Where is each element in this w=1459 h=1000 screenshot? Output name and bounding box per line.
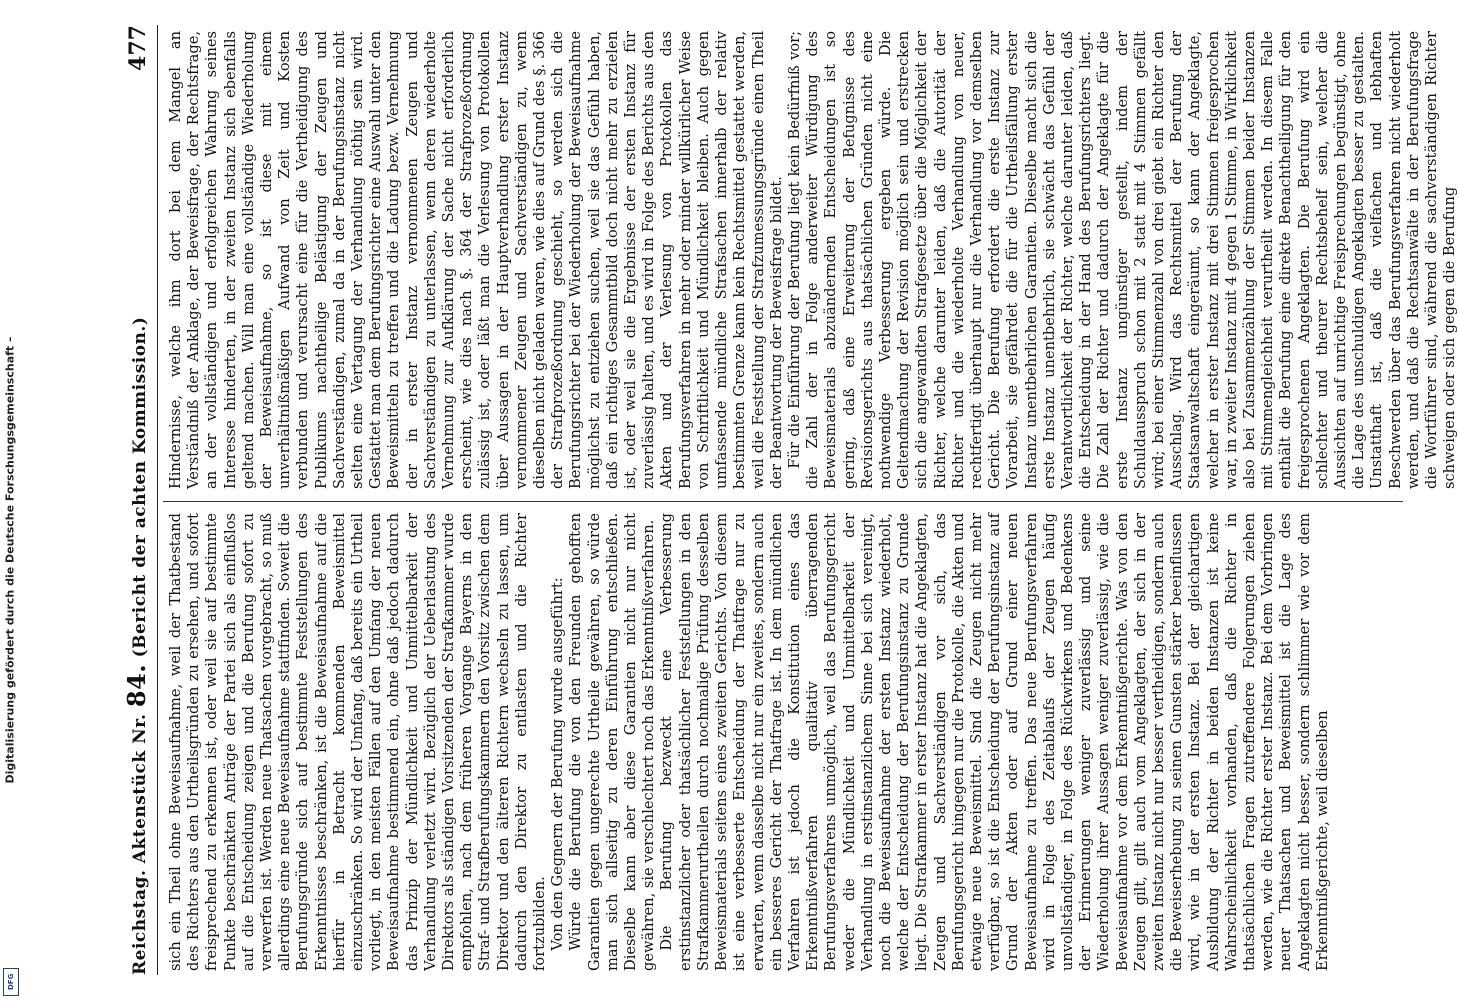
column-divider [163,501,1403,502]
paragraph: Würde die Berufung die von den Freunden gehofften Garantien gegen ungerechte Urtheile gewähren, so würde man sich allseitig zu deren Einführung entschließen. Dieselbe kann aber diese Garantien nicht nur nicht gewähren, sie verschlechtert noch das Erkenntnißverfahren. [567,513,658,971]
head-suffix: (Bericht der achten Kommission.) [130,316,150,664]
running-head-title [122,317,151,975]
paragraph: Für die Einführung der Berufung liegt kein Bedürfniß vor; die Zahl der in Folge anderweiter Würdigung des Beweismaterials abzuändernden Entscheidungen ist so gering, daß eine Erweiterung der Befugnisse des Revisionsgerichts aus thatsächlichen Gründen nicht eine nothwendige Verbesserung ergeben würde. Die Geltendmachung der Revision möglich sein und erstrecken sich die angewandten Strafgesetze über die Möglichkeit der Richter, welche darunter leiden, daß die Autorität der Richter und die wiederholte Verhandlung von neuer, rechtfertigt überhaupt nur die Verhandlung vor demselben Gericht. Die Berufung erfordert die erste Instanz zur Vorarbeit, sie gefährdet die für die Urtheilsfällung erster Instanz unentbehrlichen Garantien. Dieselbe macht sich die erste Instanz unentbehrlich, sie schwächt das Gefühl der Verantwortlichkeit der Richter, welche darunter leiden, daß die Entscheidung in der Hand des Berufungsrichters liegt. Die Zahl der Richter und dadurch der Angeklagte für die erste Instanz ungünstiger gestellt, indem der Schuldausspruch schon mit 2 statt mit 4 Stimmen gefällt wird; bei einer Stimmenzahl von drei giebt ein Richter den Ausschlag. Wird das Rechtsmittel der Berufung der Staatsanwaltschaft eingeräumt, so kann der Angeklagte, welcher in erster Instanz mit drei Stimmen freigesprochen war, in zweiter Instanz mit 4 gegen 1 Stimme, in Wirklichkeit also bei Zusammenzählung der Stimmen beider Instanzen mit Stimmengleichheit verurtheilt werden. In diesem Falle enthält die Berufung eine direkte Benachtheiligung für den freigesprochenen Angeklagten. Die Berufung wird ein schlechter und theurer Rechtsbehelf sein, welcher die Aussichten auf unrichtige Freisprechungen begünstigt, ohne die Lage des unschuldigen Angeklagten besser zu gestalten. Unstatthaft ist, daß die vielfachen und lebhaften Beschwerden über das Berufungsverfahren nicht wiederholt werden, und daß die Rechtsanwälte in der Berufungsfrage die Wortführer sind, während die sachverständigen Richter schweigen oder sich gegen die Berufung [785,31,1459,489]
paragraph: Hindernisse, welche ihm dort bei dem Mangel an Verständniß der Anklage, der Beweisfrage, der Rechtsfrage, an der vollständigen und erfolgreichen Wahrung seines Interesse hinderten, in der zweiten Instanz sich ebenfalls geltend machen. Will man eine vollständige Wiederholung der Beweisaufnahme, so ist diese mit einem unverhältnißmäßigen Aufwand von Zeit und Kosten verbunden und verursacht eine für die Vertheidigung des Publikums nachtheilige Belästigung der Zeugen und Sachverständigen, zumal da in der Berufungsinstanz nicht selten eine Vertagung der Verhandlung nöthig sein wird. Gestattet man dem Berufungsrichter eine Auswahl unter den Beweismitteln zu treffen und die Ladung bezw. Vernehmung der in erster Instanz vernommenen Zeugen und Sachverständigen zu unterlassen, wenn deren wiederholte Vernehmung zur Aufklärung der Sache nicht erforderlich erscheint, wie dies nach §. 364 der Strafprozeßordnung zulässig ist, oder läßt man die Verlesung von Protokollen über Aussagen in der Hauptverhandlung erster Instanz vernommener Zeugen und Sachverständigen zu, wenn dieselben nicht geladen waren, wie dies auf Grund des §. 366 der Strafprozeßordnung geschieht, so werden sich die Berufungsrichter bei der Wiederholung der Beweisaufnahme möglichst zu entziehen suchen, weil sie das Gefühl haben, daß ein richtiges Gesammtbild doch nicht mehr zu erzielen ist, oder weil sie die Ergebnisse der ersten Instanz für zuverlässig halten, und es wird in Folge des Berichts aus den Akten und der Verlesung von Protokollen das Berufungsverfahren in mehr oder minder willkürlicher Weise von Schriftlichkeit und Mündlichkeit bleiben. Auch gegen umfassende mündliche Strafsachen innerhalb der relativ bestimmten Grenze kann kein Rechtsmittel gestattet werden, weil die Feststellung der Strafzumessungsgründe einen Theil der Beantwortung der Beweisfrage bildet. [167,31,785,489]
running-head [115,25,151,975]
document-page [115,25,1459,975]
paragraph: Die Berufung bezweckt eine Verbesserung erstinstanzlicher oder thatsächlicher Feststellungen in den Strafkammerurtheilen durch nochmalige Prüfung desselben Beweismaterials seitens eines zweiten Gerichts. Von diesem ist eine verbesserte Entscheidung der Thatfrage nur zu erwarten, wenn dasselbe nicht nur ein zweites, sondern auch ein besseres Gericht der Thatfrage ist. In dem mündlichen Verfahren ist jedoch die Konstitution eines das Erkenntnißverfahren qualitativ überragenden Berufungsverfahrens unmöglich, weil das Berufungsgericht weder die Mündlichkeit und Unmittelbarkeit der Verhandlung in erstinstanzlichem Sinne bei sich vereinigt, noch die Beweisaufnahme der ersten Instanz wiederholt, welche der Entscheidung der Berufungsinstanz zu Grunde liegt. Die Strafkammer in erster Instanz hat die Angeklagten, Zeugen und Sachverständigen vor sich, das Berufungsgericht hingegen nur die Protokolle, die Akten und etwaige neue Beweismittel. Sind die Zeugen nicht mehr verfügbar, so ist die Entscheidung der Berufungsinstanz auf Grund der Akten oder auf Grund einer neuen Beweisaufnahme zu treffen. Das neue Berufungsverfahren wird in Folge des Zeitablaufs der Zeugen häufig unvollständiger, in Folge des Rückwirkens und Bedenkens der Erinnerungen weniger zuverlässig und seine Wiederholung ihrer Aussagen weniger zuverlässig, wie die Beweisaufnahme vor dem Erkenntnißgerichte. Was von den Zeugen gilt, gilt auch vom Angeklagten, der sich in der zweiten Instanz nicht nur besser vertheidigen, sondern auch die Beweiserhebung zu seinen Gunsten stärker beeinflussen wird, wie in der ersten Instanz. Bei der gleichartigen Ausbildung der Richter in beiden Instanzen ist keine Wahrscheinlichkeit vorhanden, daß die Richter in thatsächlichen Fragen zutreffendere Folgerungen ziehen werden, wie die Richter erster Instanz. Bei dem Vorbringen neuer Thatsachen und Beweismittel ist die Lage des Angeklagten nicht besser, sondern schlimmer wie vor dem Erkenntnißgerichte, weil dieselben [658,513,1331,971]
head-prefix: Reichstag. Aktenstück Nr. [130,707,150,975]
side-caption [0,0,20,1000]
document-number: 84. [122,663,151,708]
dfg-logo-icon: DFG [3,968,19,996]
right-column [167,31,1459,489]
paragraph: Von den Gegnern der Berufung wurde ausgeführt: [549,577,567,951]
page-number: 477 [125,25,151,71]
digitization-credit: Digitalisierung gefördert durch die Deutsche Forschungsgemeinschaft – [3,336,17,784]
header-rule [157,25,158,975]
paragraph: sich ein Theil ohne Beweisaufnahme, weil der Thatbestand des Richters aus den Urtheilsgründen zu ersehen, und sofort freisprechend zu erkennen ist, oder weil sie auf bestimmte Punkte beschränkten Anträge der Partei sich als einflußlos auf die Entscheidung zeigen und die Berufung sofort zu verwerfen ist. Werden neue Thatsachen vorgebracht, so muß allerdings eine neue Beweisaufnahme stattfinden. Soweit die Berufungsgründe sich auf bestimmte Feststellungen des Erkenntnisses beschränken, ist die Beweisaufnahme auf die hierfür in Betracht kommenden Beweismittel einzuschränken. So wird der Umfang, daß bereits ein Urtheil vorliegt, in den meisten Fällen auf den Umfang der neuen Beweisaufnahme bestimmend ein, ohne daß jedoch dadurch das Prinzip der Mündlichkeit und Unmittelbarkeit der Verhandlung verletzt wird. Bezüglich der Ueberlastung des Direktors als ständigen Vorsitzenden der Strafkammer wurde empfohlen, nach dem früheren Vorgange Bayerns in den Straf- und Strafberufungskammern den Vorsitz zwischen dem Direktor und den älteren Richtern wechseln zu lassen, um dadurch den Direktor zu entlasten und die Richter fortzubilden. [167,513,549,971]
left-column [167,513,1403,971]
